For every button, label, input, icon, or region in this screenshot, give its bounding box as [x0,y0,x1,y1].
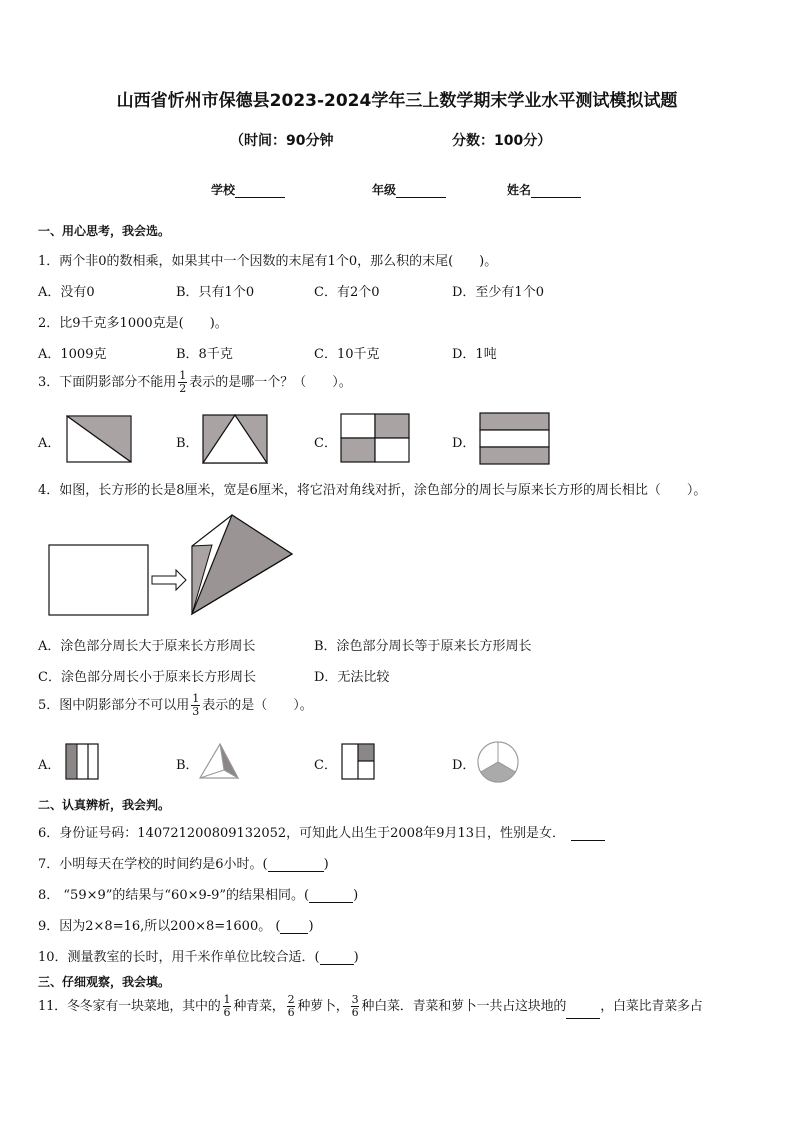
fraction-three-sixths: $\frac{3}{6}$ [351,993,359,1019]
fraction-one-half: $\frac{1}{2}$ [179,369,187,395]
grade-blank[interactable] [396,184,446,198]
q3-option-a[interactable]: A． [38,436,61,451]
q8-answer-blank[interactable] [309,890,353,903]
exam-time: （时间：90分钟 [230,133,334,149]
q1-option-b[interactable]: B．只有1个0 [176,285,255,300]
q5-figure-d[interactable] [476,740,520,784]
q2-option-b[interactable]: B．8千克 [176,347,233,362]
q3-figure-b[interactable] [202,414,270,466]
q2-option-c[interactable]: C．10千克 [314,347,380,362]
q1-option-d[interactable]: D．至少有1个0 [452,285,544,300]
q4-figure [48,512,298,618]
q6-answer-blank[interactable] [571,828,605,841]
q10-answer-blank[interactable] [320,952,354,965]
question-11: 11．冬冬家有一块菜地，其中的 $\frac{1}{6}$ 种青菜， $\frac{2}{6}$ 种萝卜， $\frac{3}{6}$ 种白菜．青菜和萝卜一共占这块地的 ，白菜比青菜多占 [38,993,703,1019]
q5-option-d[interactable]: D． [452,758,476,773]
q3-figure-d[interactable] [479,412,551,466]
question-10: 10．测量教室的长时，用千米作单位比较合适．( ) [38,950,359,965]
q7-answer-blank[interactable] [268,859,324,872]
q5-figure-c[interactable] [341,743,377,781]
question-6: 6．身份证号码：140721200809132052，可知此人出生于2008年9月13日，性别是女． [38,822,605,841]
question-5: 5．图中阴影部分不可以用 $\frac{1}{3}$ 表示的是（ ）。 [38,692,313,718]
q5-figure-a[interactable] [65,743,101,781]
q4-option-b[interactable]: B．涂色部分周长等于原来长方形周长 [314,639,532,654]
q11-answer-blank[interactable] [566,1006,600,1019]
q3-option-c[interactable]: C． [314,436,337,451]
grade-field: 年级 [372,181,446,198]
q3-option-d[interactable]: D． [452,436,476,451]
question-7: 7．小明每天在学校的时间约是6小时。( ) [38,857,329,872]
q1-option-a[interactable]: A．没有0 [38,285,95,300]
question-8: 8． “59×9”的结果与“60×9-9”的结果相同。( ) [38,888,359,903]
exam-score: 分数：100分） [452,133,552,149]
fraction-one-sixth: $\frac{1}{6}$ [223,993,231,1019]
fraction-two-sixths: $\frac{2}{6}$ [287,993,295,1019]
q4-option-d[interactable]: D．无法比较 [314,670,390,685]
name-field: 姓名 [507,181,581,198]
q3-option-b[interactable]: B． [176,436,199,451]
school-field: 学校 [211,181,285,198]
name-blank[interactable] [531,184,581,198]
q9-answer-blank[interactable] [280,921,308,934]
section-3-title: 三、仔细观察，我会填。 [38,975,171,989]
q5-option-b[interactable]: B． [176,758,199,773]
page-title: 山西省忻州市保德县2023-2024学年三上数学期末学业水平测试模拟试题 [116,91,678,111]
section-1-title: 一、用心思考，我会选。 [38,224,171,238]
q5-option-a[interactable]: A． [38,758,61,773]
q3-figure-c[interactable] [340,413,412,465]
q3-figure-a[interactable] [66,415,134,465]
q2-option-a[interactable]: A．1009克 [38,347,107,362]
q2-option-d[interactable]: D．1吨 [452,347,497,362]
question-1: 1．两个非0的数相乘，如果其中一个因数的末尾有1个0，那么积的末尾( )。 [38,254,498,269]
question-4: 4．如图，长方形的长是8厘米，宽是6厘米，将它沿对角线对折，涂色部分的周长与原来长方形的周长相比（ ）。 [38,483,707,498]
q5-option-c[interactable]: C． [314,758,337,773]
question-3: 3．下面阴影部分不能用 $\frac{1}{2}$ 表示的是哪一个？（ ）。 [38,369,352,395]
section-2-title: 二、认真辨析，我会判。 [38,798,171,812]
q4-option-a[interactable]: A．涂色部分周长大于原来长方形周长 [38,639,256,654]
school-blank[interactable] [235,184,285,198]
q4-option-c[interactable]: C．涂色部分周长小于原来长方形周长 [38,670,256,685]
question-9: 9．因为2×8=16,所以200×8=1600。 ( ) [38,919,314,934]
question-2: 2．比9千克多1000克是( )。 [38,316,228,331]
q5-figure-b[interactable] [198,742,242,782]
fraction-one-third: $\frac{1}{3}$ [192,692,200,718]
q1-option-c[interactable]: C．有2个0 [314,285,380,300]
